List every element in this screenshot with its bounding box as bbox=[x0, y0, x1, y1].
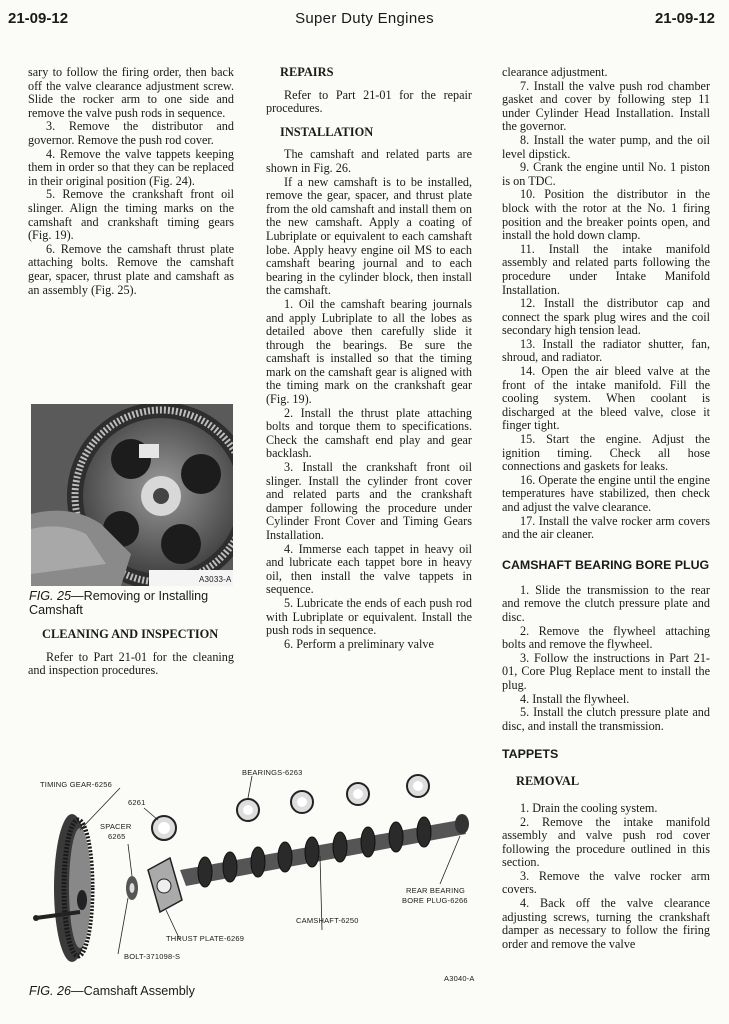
repairs-heading: REPAIRS bbox=[280, 65, 334, 79]
label-bore-plug: BORE PLUG-6266 bbox=[402, 896, 468, 905]
figure-25-caption-text: —Removing or Installing Camshaft bbox=[29, 589, 209, 617]
figure-26-caption-text: —Camshaft Assembly bbox=[71, 984, 195, 998]
page-header bbox=[0, 6, 729, 30]
bore-plug-step-2: 2. Remove the flywheel attaching bolts and remove the flywheel. bbox=[502, 623, 710, 652]
tappets-heading: TAPPETS bbox=[502, 747, 559, 762]
label-camshaft: CAMSHAFT-6250 bbox=[296, 916, 359, 925]
installation-note: If a new camshaft is to be installed, remove the gear, spacer, and thrust plate from the old camshaft and install them on the new camshaft. Apply a coating of Lubriplate or equivalent to each camshaft lobe. Apply heavy engine oil MS to each camshaft bearing journal and to each bearing in the cylinder block, then install the camshaft. bbox=[266, 174, 472, 298]
install-step-13: 13. Install the radiator shutter, fan, shroud, and radiator. bbox=[502, 336, 710, 365]
figure-26-number: FIG. 26 bbox=[29, 984, 71, 998]
install-step-14: 14. Open the air bleed valve at the front of the intake manifold. Fill the cooling system. When coolant is discharged at the bleed valve, close it finger tight. bbox=[502, 364, 710, 433]
bore-plug-heading: CAMSHAFT BEARING BORE PLUG bbox=[502, 557, 710, 572]
tappet-step-1: 1. Drain the cooling system. bbox=[520, 800, 658, 815]
install-step-1: 1. Oil the camshaft bearing journals and apply Lubriplate to all the lobes as detailed above then carefully slide it through the bearings. Be sure the camshaft is installed so that the timing mark on the camshaft gear is aligned with the timing mark on the crankshaft gear (Fig. 19). bbox=[266, 296, 472, 407]
installation-heading: INSTALLATION bbox=[280, 124, 374, 139]
running-title: Super Duty Engines bbox=[295, 10, 434, 27]
tappet-step-4: 4. Back off the valve clearance adjusting screws, turning the crankshaft damper as necessary to follow the firing order and remove the valve bbox=[502, 896, 710, 951]
label-bolt: BOLT-371098-S bbox=[124, 952, 181, 961]
column-left bbox=[28, 66, 234, 297]
install-step-3: 3. Install the crankshaft front oil slinger. Install the cylinder front cover and related parts and the crankshaft damper following the procedure under Cylinder Front Cover and Timing Gears Installation. bbox=[266, 460, 472, 542]
install-step-11: 11. Install the intake manifold assembly and related parts following the procedure under Intake Manifold Installation. bbox=[502, 241, 710, 297]
figure-25-caption bbox=[29, 589, 239, 617]
diagram-code: A3040-A bbox=[444, 974, 475, 983]
figure-25-photo bbox=[31, 404, 233, 586]
label-6261: 6261 bbox=[128, 798, 146, 807]
install-step-7: 7. Install the valve push rod chamber gasket and cover by following step 11 under Cylinder Head Installation. Install the governor. bbox=[502, 78, 710, 134]
install-step-5: 5. Lubricate the ends of each push rod with Lubriplate or equivalent. Install the push rods in sequence. bbox=[266, 595, 472, 638]
install-step-17: 17. Install the valve rocker arm covers and the air cleaner. bbox=[502, 513, 710, 542]
removal-subheading: REMOVAL bbox=[516, 774, 580, 789]
label-timing-gear: TIMING GEAR-6256 bbox=[40, 780, 112, 789]
step-5: 5. Remove the crankshaft front oil slinger. Align the timing marks on the camshaft and crankshaft timing gears (Fig. 19). bbox=[28, 187, 234, 243]
install-step-15: 15. Start the engine. Adjust the ignition timing. Check all hose connections and gaskets for leaks. bbox=[502, 432, 710, 474]
paragraph: sary to follow the firing order, then back off the valve clearance adjustment screw. Slide the rocker arm to one side and remove the valve push rods in sequence. bbox=[28, 65, 234, 120]
cleaning-text: Refer to Part 21-01 for the cleaning and inspection procedures. bbox=[28, 649, 234, 678]
bore-plug-step-5: 5. Install the clutch pressure plate and disc, and install the transmission. bbox=[502, 705, 710, 733]
cleaning-section bbox=[28, 628, 234, 678]
label-bearings: BEARINGS-6263 bbox=[242, 768, 303, 777]
install-step-6: 6. Perform a preliminary valve bbox=[284, 636, 434, 651]
label-rear-bearing: REAR BEARING bbox=[406, 886, 466, 895]
repairs-text: Refer to Part 21-01 for the repair procedures. bbox=[266, 87, 472, 116]
column-right bbox=[502, 66, 710, 951]
figure-26-diagram bbox=[20, 760, 490, 982]
bore-plug-step-3: 3. Follow the instructions in Part 21-01, Core Plug Replace ment to install the plug. bbox=[502, 650, 710, 692]
figure-25-number: FIG. 25 bbox=[29, 589, 71, 603]
cleaning-heading: CLEANING AND INSPECTION bbox=[42, 627, 219, 641]
step-3: 3. Remove the distributor and governor. Remove the push rod cover. bbox=[28, 119, 234, 147]
install-step-12: 12. Install the distributor cap and connect the spark plug wires and the coil secondary high tension lead. bbox=[502, 296, 710, 338]
install-step-16: 16. Operate the engine until the engine temperatures have stabilized, then check and adjust the valve clearance. bbox=[502, 472, 710, 514]
page-number-right: 21-09-12 bbox=[654, 10, 715, 27]
tappet-step-3: 3. Remove the valve rocker arm covers. bbox=[502, 868, 710, 897]
photo-code: A3033-A bbox=[199, 575, 232, 584]
bore-plug-step-4: 4. Install the flywheel. bbox=[520, 691, 630, 706]
bore-plug-step-1: 1. Slide the transmission to the rear and remove the clutch pressure plate and disc. bbox=[502, 582, 710, 624]
install-step-4: 4. Immerse each tappet in heavy oil and lubricate each tappet bore in heavy oil, then install the valve tappets in sequence. bbox=[266, 541, 472, 597]
installation-intro: The camshaft and related parts are shown in Fig. 26. bbox=[266, 147, 472, 175]
label-spacer-number: 6265 bbox=[108, 832, 126, 841]
column-middle bbox=[266, 66, 472, 651]
label-spacer: SPACER bbox=[100, 822, 132, 831]
figure-26-caption bbox=[29, 984, 289, 998]
step-4: 4. Remove the valve tappets keeping them in order so that they can be replaced in their original position (Fig. 24). bbox=[28, 146, 234, 188]
install-step-9: 9. Crank the engine until No. 1 piston is on TDC. bbox=[502, 160, 710, 188]
tappet-step-2: 2. Remove the intake manifold assembly and valve push rod cover following the procedure outlined in this section. bbox=[502, 814, 710, 870]
label-thrust-plate: THRUST PLATE-6269 bbox=[166, 934, 245, 943]
install-step-2: 2. Install the thrust plate attaching bolts and torque them to specifications. Check the camshaft end play and gear backlash. bbox=[266, 405, 472, 461]
page-number-left: 21-09-12 bbox=[8, 10, 69, 27]
step-6: 6. Remove the camshaft thrust plate attaching bolts. Remove the camshaft gear, spacer, thrust plate and camshaft as an assembly (Fig. 25). bbox=[28, 241, 234, 297]
install-step-8: 8. Install the water pump, and the oil level dipstick. bbox=[502, 132, 710, 161]
continued-text: clearance adjustment. bbox=[502, 65, 608, 79]
install-step-10: 10. Position the distributor in the block with the rotor at the No. 1 firing position and the breaker points open, and install the hold down clamp. bbox=[502, 187, 710, 243]
